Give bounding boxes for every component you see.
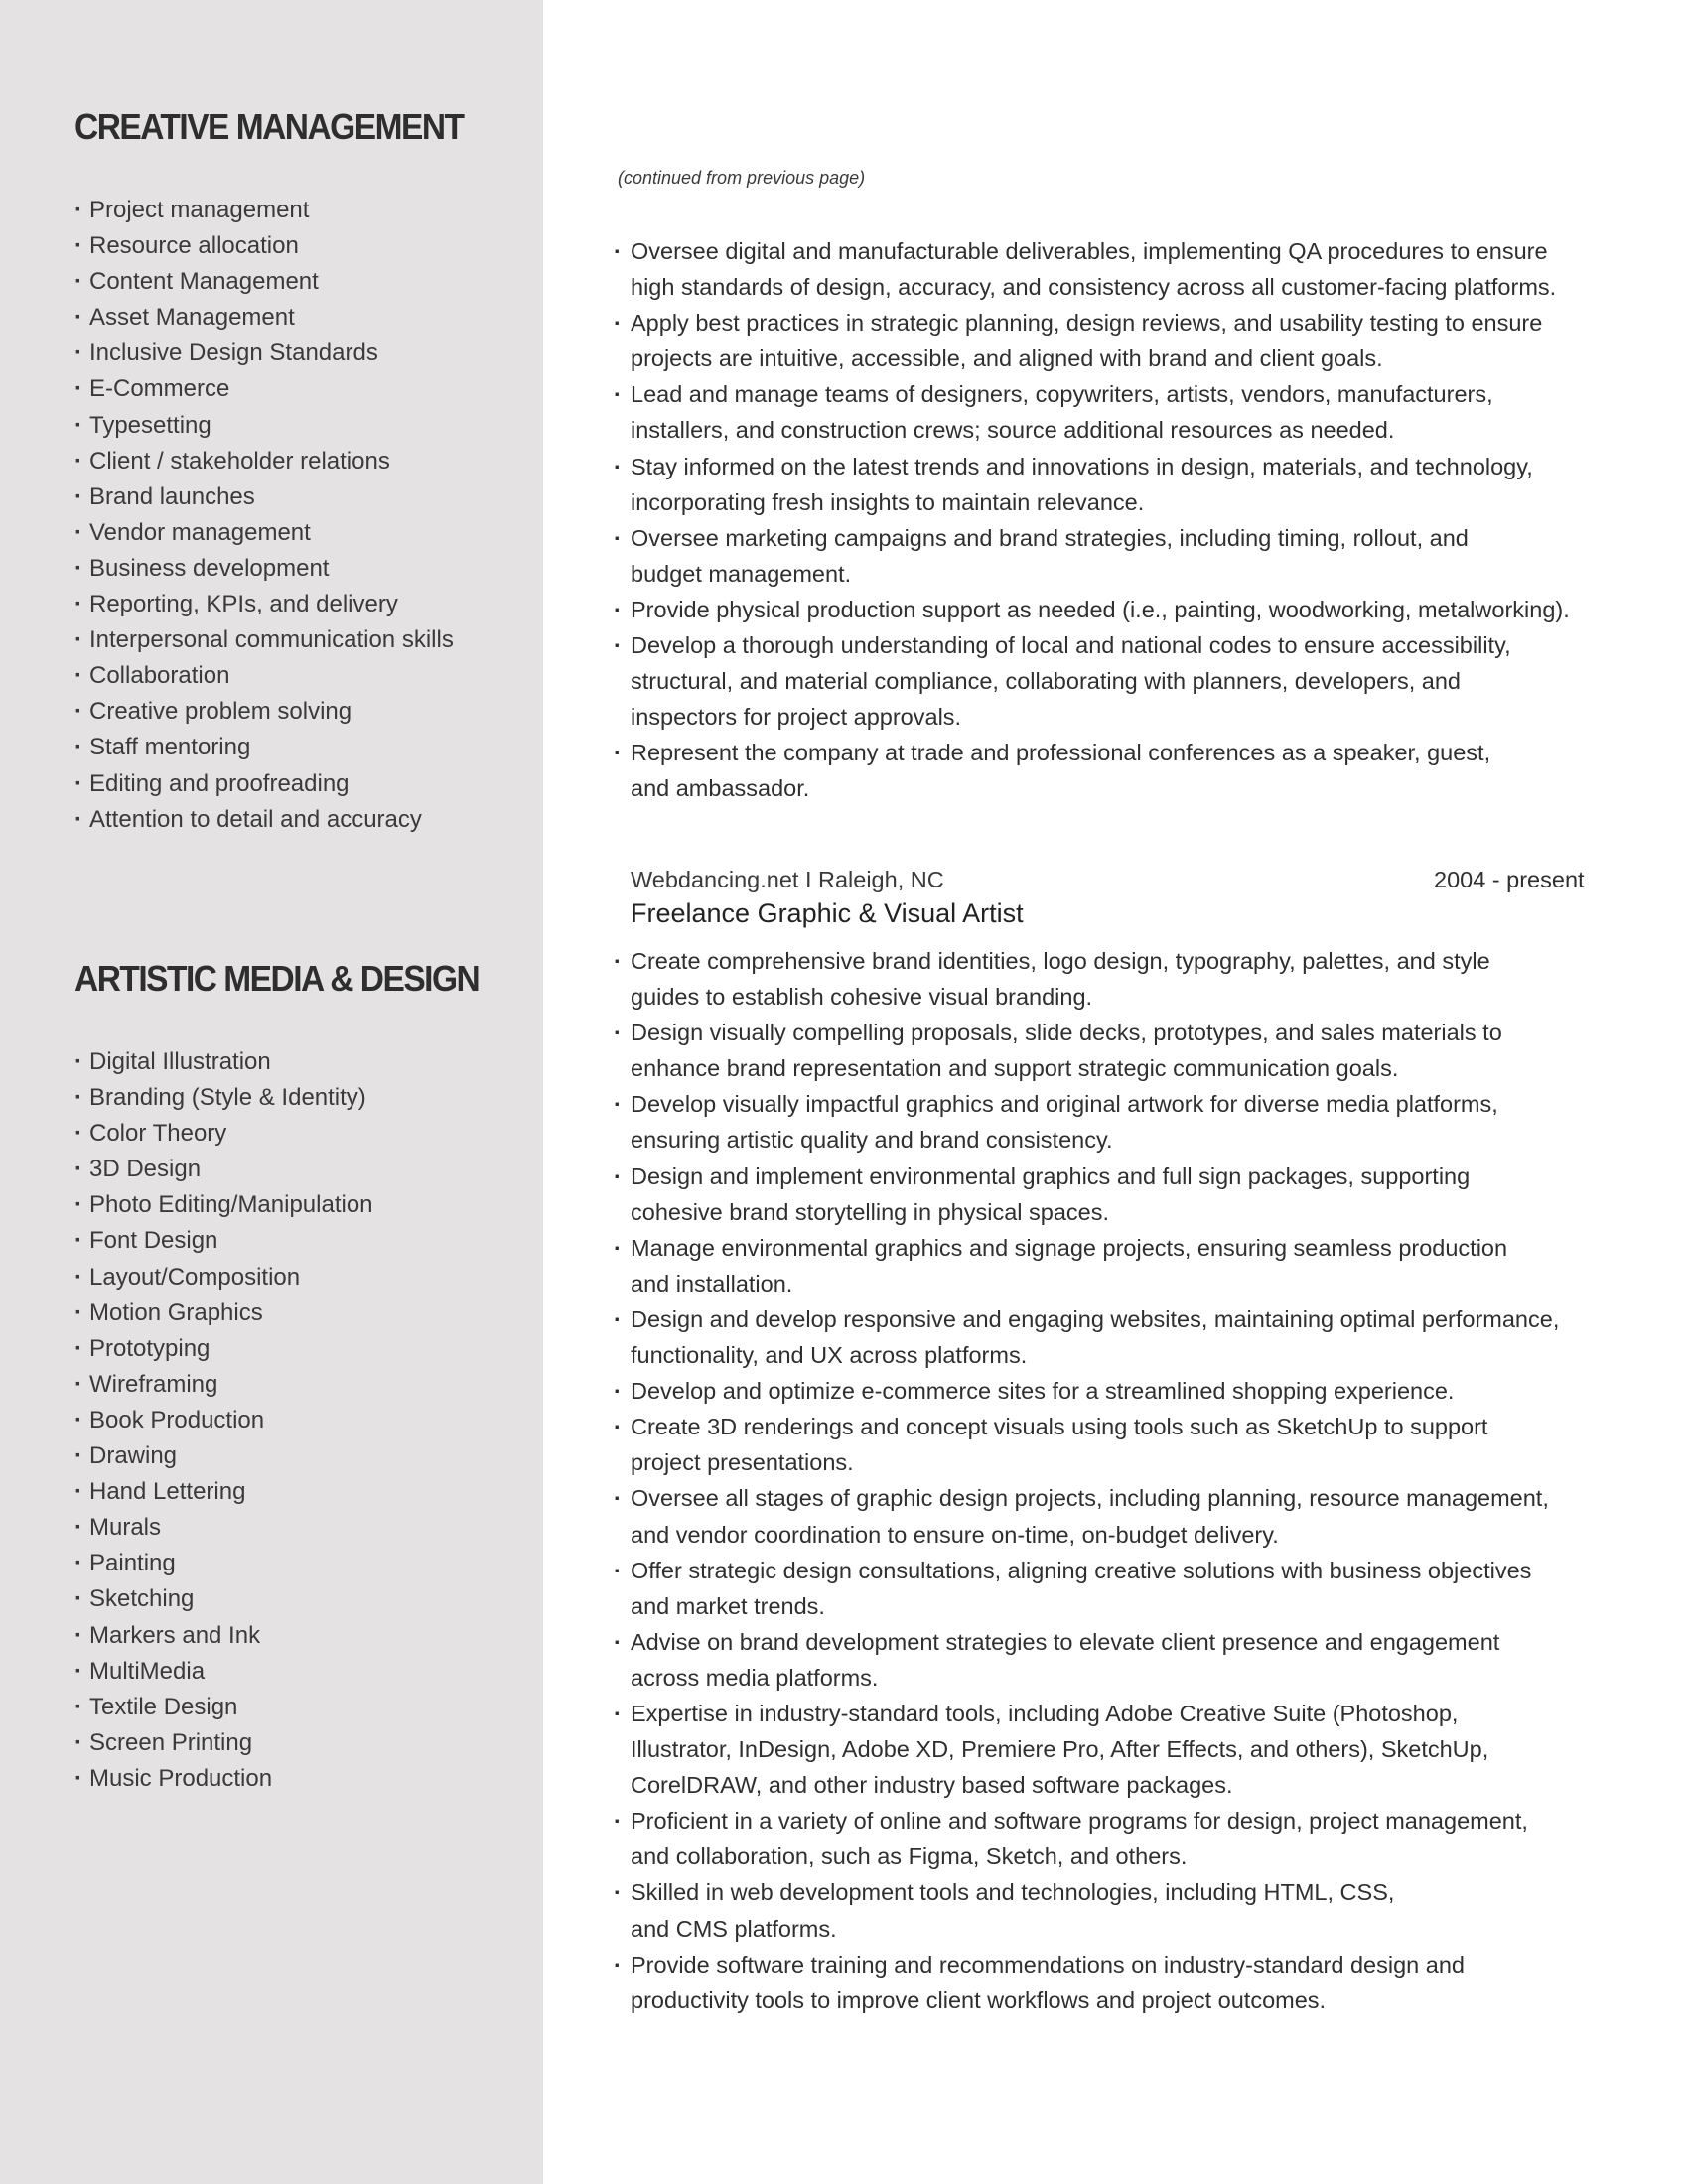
job-company: Webdancing.net I Raleigh, NC: [631, 867, 944, 892]
artistic-media-item: · Prototyping: [74, 1331, 373, 1367]
artistic-media-item: · MultiMedia: [74, 1654, 373, 1690]
artistic-media-item: · Motion Graphics: [74, 1296, 373, 1331]
job-dates: 2004 - present: [1434, 867, 1585, 892]
creative-management-item: · Reporting, KPIs, and delivery: [74, 587, 454, 622]
creative-management-item: · Inclusive Design Standards: [74, 336, 454, 371]
job-bullet: · Apply best practices in strategic planning, design reviews, and usability testing to ensure projects are intuitive, accessible, and aligned with brand and client goals.: [614, 305, 1676, 376]
creative-management-item: · Client / stakeholder relations: [74, 444, 454, 479]
creative-management-item: · Business development: [74, 551, 454, 587]
creative-management-title: CREATIVE MANAGEMENT: [74, 106, 464, 147]
job-bullet: · Lead and manage teams of designers, copywriters, artists, vendors, manufacturers, installers, and construction crews; source additional resources as needed.: [614, 376, 1676, 448]
creative-management-item: · Creative problem solving: [74, 694, 454, 730]
creative-management-item: · Vendor management: [74, 515, 454, 551]
creative-management-item: · Content Management: [74, 264, 454, 300]
creative-management-item: · Resource allocation: [74, 228, 454, 264]
job-bullet: · Design and develop responsive and engaging websites, maintaining optimal performance, functionality, and UX across platforms.: [614, 1301, 1676, 1373]
artistic-media-item: · Drawing: [74, 1438, 373, 1474]
creative-management-item: · E-Commerce: [74, 371, 454, 407]
job-bullet: · Offer strategic design consultations, aligning creative solutions with business objectives and market trends.: [614, 1553, 1676, 1624]
artistic-media-title: ARTISTIC MEDIA & DESIGN: [74, 958, 480, 999]
job-bullet: · Oversee digital and manufacturable deliverables, implementing QA procedures to ensure high standards of design, accuracy, and consistency across all customer-facing platforms.: [614, 233, 1676, 305]
job-bullet: · Advise on brand development strategies to elevate client presence and engagement across media platforms.: [614, 1624, 1676, 1696]
artistic-media-item: · Painting: [74, 1546, 373, 1581]
job-bullet: · Develop and optimize e-commerce sites for a streamlined shopping experience.: [614, 1373, 1676, 1409]
previous-job-bullets: [614, 233, 1676, 807]
artistic-media-item: · Color Theory: [74, 1116, 373, 1152]
job-bullet: · Proficient in a variety of online and software programs for design, project management, and collaboration, such as Figma, Sketch, and others.: [614, 1803, 1676, 1874]
creative-management-item: · Typesetting: [74, 408, 454, 444]
creative-management-item: · Interpersonal communication skills: [74, 622, 454, 658]
artistic-media-item: · Photo Editing/Manipulation: [74, 1187, 373, 1223]
job-bullet: · Represent the company at trade and professional conferences as a speaker, guest, and ambassador.: [614, 735, 1676, 806]
artistic-media-list: [74, 1044, 373, 1797]
job-bullet: · Develop visually impactful graphics and original artwork for diverse media platforms, ensuring artistic quality and brand consistency.: [614, 1086, 1676, 1158]
creative-management-item: · Brand launches: [74, 479, 454, 515]
continued-note: (continued from previous page): [618, 168, 866, 188]
creative-management-item: · Project management: [74, 193, 454, 228]
artistic-media-item: · Markers and Ink: [74, 1618, 373, 1654]
artistic-media-item: · Book Production: [74, 1403, 373, 1438]
job-bullet: · Design visually compelling proposals, slide decks, prototypes, and sales materials to enhance brand representation and support strategic communication goals.: [614, 1015, 1676, 1086]
job-title: Freelance Graphic & Visual Artist: [631, 898, 1024, 928]
artistic-media-item: · Digital Illustration: [74, 1044, 373, 1080]
job-bullet: · Expertise in industry-standard tools, including Adobe Creative Suite (Photoshop, Illustrator, InDesign, Adobe XD, Premiere Pro, After Effects, and others), SketchUp, CorelDRAW, and other industry based software packages.: [614, 1696, 1676, 1803]
creative-management-item: · Collaboration: [74, 658, 454, 694]
job-bullet: · Provide physical production support as needed (i.e., painting, woodworking, metalworking).: [614, 592, 1676, 627]
artistic-media-item: · Sketching: [74, 1581, 373, 1617]
artistic-media-item: · Textile Design: [74, 1690, 373, 1725]
artistic-media-item: · Screen Printing: [74, 1725, 373, 1761]
freelance-job-bullets: [614, 943, 1676, 2018]
creative-management-item: · Attention to detail and accuracy: [74, 802, 454, 838]
job-bullet: · Manage environmental graphics and signage projects, ensuring seamless production and installation.: [614, 1230, 1676, 1301]
creative-management-item: · Asset Management: [74, 300, 454, 336]
artistic-media-item: · Branding (Style & Identity): [74, 1080, 373, 1116]
job-bullet: · Oversee all stages of graphic design projects, including planning, resource management, and vendor coordination to ensure on-time, on-budget delivery.: [614, 1480, 1676, 1552]
job-bullet: · Provide software training and recommendations on industry-standard design and productivity tools to improve client workflows and project outcomes.: [614, 1947, 1676, 2018]
job-bullet: · Design and implement environmental graphics and full sign packages, supporting cohesive brand storytelling in physical spaces.: [614, 1159, 1676, 1230]
artistic-media-item: · Wireframing: [74, 1367, 373, 1403]
artistic-media-item: · Font Design: [74, 1223, 373, 1259]
job-bullet: · Skilled in web development tools and technologies, including HTML, CSS, and CMS platforms.: [614, 1874, 1676, 1946]
job-bullet: · Oversee marketing campaigns and brand strategies, including timing, rollout, and budget management.: [614, 520, 1676, 592]
artistic-media-item: · 3D Design: [74, 1152, 373, 1187]
creative-management-list: [74, 193, 454, 838]
creative-management-item: · Staff mentoring: [74, 730, 454, 765]
job-bullet: · Create comprehensive brand identities, logo design, typography, palettes, and style guides to establish cohesive visual branding.: [614, 943, 1676, 1015]
job-bullet: · Stay informed on the latest trends and innovations in design, materials, and technology, incorporating fresh insights to maintain relevance.: [614, 449, 1676, 520]
creative-management-item: · Editing and proofreading: [74, 766, 454, 802]
artistic-media-item: · Murals: [74, 1510, 373, 1546]
artistic-media-item: · Hand Lettering: [74, 1474, 373, 1510]
artistic-media-item: · Layout/Composition: [74, 1260, 373, 1296]
job-bullet: · Develop a thorough understanding of local and national codes to ensure accessibility, structural, and material compliance, collaborating with planners, developers, and inspectors for project approvals.: [614, 627, 1676, 735]
job-bullet: · Create 3D renderings and concept visuals using tools such as SketchUp to support project presentations.: [614, 1409, 1676, 1480]
artistic-media-item: · Music Production: [74, 1761, 373, 1797]
